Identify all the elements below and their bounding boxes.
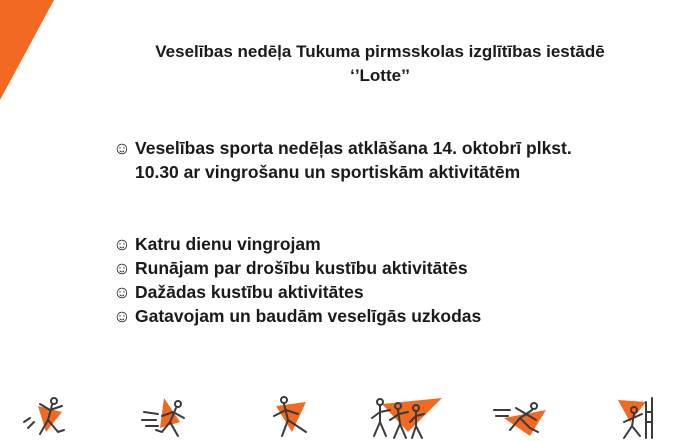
sport-figure-icon <box>20 392 76 441</box>
list-item <box>113 256 481 280</box>
smiley-icon: ☺ <box>113 282 131 302</box>
activity-label: Runājam par drošību kustību aktivitātēs <box>135 258 468 278</box>
activity-label: Gatavojam un baudām veselīgās uzkodas <box>135 306 482 326</box>
sport-figure-icon <box>262 392 318 441</box>
list-item <box>113 232 481 256</box>
intro-item <box>113 136 572 184</box>
list-item <box>113 304 481 328</box>
activities-list <box>113 232 481 328</box>
sport-figure-icon <box>612 392 664 441</box>
sport-figure-icon <box>364 392 444 441</box>
activity-label: Dažādas kustību aktivitātes <box>135 282 364 302</box>
smiley-icon: ☺ <box>113 138 131 158</box>
list-item <box>113 280 481 304</box>
page-title <box>100 40 660 88</box>
title-line-1: Veselības nedēļa Tukuma pirmsskolas izglītības iestādē <box>155 42 605 61</box>
orange-triangle-icon <box>0 0 60 100</box>
smiley-icon: ☺ <box>113 306 131 326</box>
sport-figure-icon <box>490 392 554 441</box>
smiley-icon: ☺ <box>113 258 131 278</box>
activity-label: Katru dienu vingrojam <box>135 234 321 254</box>
sport-figure-icon <box>140 392 196 441</box>
sport-figures-row <box>0 392 700 441</box>
intro-line-1: Veselības sporta nedēļas atklāšana 14. oktobrī plkst. <box>135 138 572 158</box>
intro-list <box>113 136 572 184</box>
title-line-2: ‘’Lotte’’ <box>350 66 410 85</box>
smiley-icon: ☺ <box>113 234 131 254</box>
intro-line-2: 10.30 ar vingrošanu un sportiskām aktivitātēm <box>135 162 521 182</box>
